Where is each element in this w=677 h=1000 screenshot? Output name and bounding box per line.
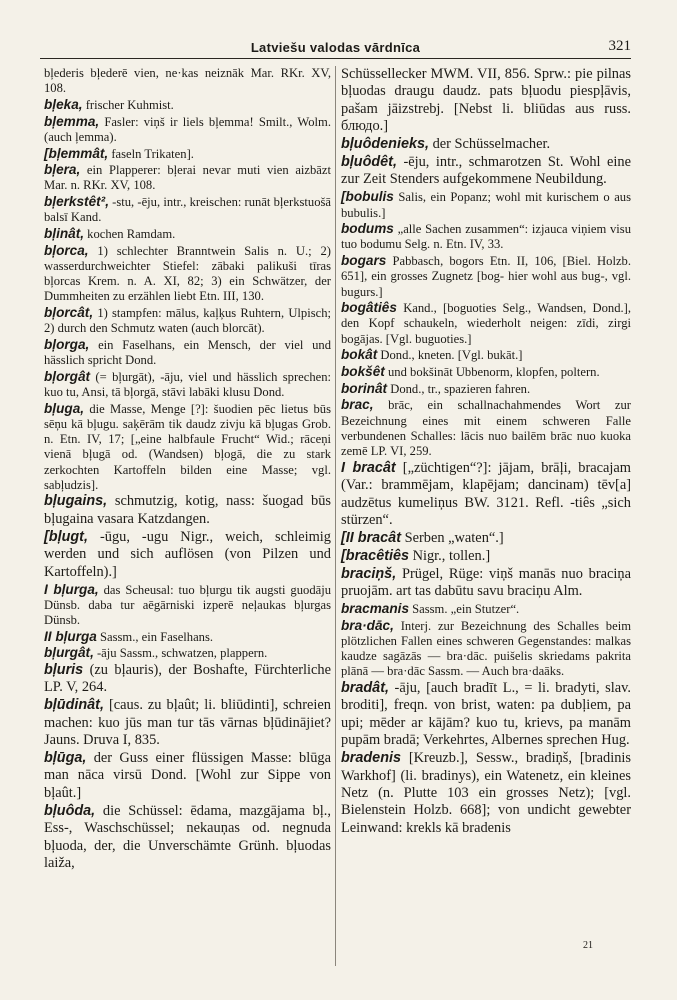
entry-definition: und bokšināt Ubbenorm, klopfen, poltern. — [384, 365, 600, 380]
entry-definition: Interj. zur Bezeichnung des Schalles beim plötzlichen Fallen eines schweren Gegenstandes: malkas kaudze sagāzās — bra·dāc. puišelis skriedams pakrita plānā — bra·dāc Sassm. — Auch bra·daāks. — [341, 618, 631, 679]
dictionary-entry — [341, 154, 631, 189]
page-header — [40, 36, 631, 59]
dictionary-entry — [341, 136, 631, 153]
entry-definition: die Masse, Menge [?]: šuodien pēc lietus būs sēņu kā bļugu. saķērām tik daudz zivju kā bļugas Grob. n. Etn. IV, 17; [„eine halbfaule Frucht“ Wid.; rāceņi vienā bļugā od. (Wandsen) bļogā, die zu stark zerkochten Kartoffeln bilden eine Masse; vgl. sabļudzis]. — [44, 401, 331, 492]
dictionary-entry — [44, 697, 331, 749]
dictionary-entry — [341, 601, 631, 617]
entry-definition: „alle Sachen zusammen“: izjauca viņiem visu tuo bodumu Selg. n. Etn. IV, 33. — [341, 222, 631, 252]
entry-definition: -ūgu, -ugu Nigr., weich, schleimig werden und sich auflösen (von Pilzen und Kartoffeln).] — [44, 528, 331, 580]
dictionary-entry — [44, 369, 331, 400]
entry-definition: faseln Trikaten]. — [108, 146, 194, 161]
entry-definition: der Guss einer flüssigen Masse: blūga man nāca virsū Dond. [Wohl zur Sippe von bļaût.] — [44, 750, 331, 801]
entry-definition: Salis, ein Popanz; wohl mit kurischem o aus bubulis.] — [341, 190, 631, 220]
entry-definition: frischer Kuhmist. — [82, 97, 174, 112]
dictionary-entry — [44, 114, 331, 145]
entry-headword: bracmanis — [341, 601, 410, 617]
entry-headword: [bracêtiês — [341, 547, 409, 564]
dictionary-entry — [341, 66, 631, 136]
entry-headword: bokšêt — [341, 364, 385, 380]
entry-headword: bļorcât, — [44, 305, 94, 321]
page-number: 321 — [608, 38, 631, 54]
entry-definition: Fasler: viņš ir liels bļemma! Smilt., Wolm. (auch ļemma). — [44, 114, 331, 144]
entry-headword: brac, — [341, 397, 374, 413]
entry-headword: bļerkstêt², — [44, 194, 109, 210]
dictionary-entry — [44, 226, 331, 242]
dictionary-entry — [341, 347, 631, 363]
entry-definition: -ēju, intr., schmarotzen St. Wohl eine zur Zeit Stenders aufgekommene Neubildung. — [341, 154, 631, 188]
entry-headword: bokât — [341, 347, 378, 363]
entry-definition: Dond., kneten. [Vgl. bukāt.] — [377, 348, 523, 363]
dictionary-entry — [44, 97, 331, 113]
dictionary-entry — [341, 618, 631, 680]
entry-definition: Schüssellecker MWM. VII, 856. Sprw.: pie pilnas bļuodas draugu daudz. pats bļuodu piespļāvis, pašam jāizstrebj. [Nebst li. bliūdas aus russ. блюдо.] — [341, 66, 631, 135]
dictionary-entry — [44, 803, 331, 873]
entry-definition: kochen Ramdam. — [84, 227, 176, 242]
entry-definition: Dond., tr., spazieren fahren. — [387, 381, 531, 396]
entry-headword: bogars — [341, 253, 387, 269]
entry-headword: bļorga, — [44, 336, 90, 352]
entry-headword: bļurgât, — [44, 645, 94, 661]
entry-definition: -stu, -ēju, intr., kreischen: runāt bļerkstuošā balsī Kand. — [44, 195, 331, 225]
dictionary-entry — [341, 750, 631, 837]
printer-signature: 21 — [583, 940, 593, 951]
entry-definition: Serben „waten“.] — [400, 529, 504, 546]
dictionary-entry — [44, 662, 331, 697]
dictionary-entry — [341, 221, 631, 252]
dictionary-entry — [341, 397, 631, 459]
entry-definition: schmutzig, kotig, nass: šuogad būs bļugaina vasara Katzdangen. — [44, 493, 331, 527]
entry-definition: die Schüssel: ēdama, mazgājama bļ., Ess-, Waschschüssel; nekauņas od. negnuda bļuoda, der, die Unverschämte Grünh. bļuodas laiža, — [44, 802, 331, 871]
dictionary-entry — [44, 337, 331, 368]
entry-headword: bļuôdêt, — [341, 154, 397, 171]
dictionary-entry — [44, 629, 331, 645]
entry-definition: brāc, ein schallnachahmendes Wort zur Bezeichnung eines mit einem schweren Falle verbundenen Schalles: lācis nuo bailēm brāc nuo kuoka zemē LP. VI, 259. — [341, 398, 631, 459]
dictionary-entry — [44, 645, 331, 661]
entry-headword: bļinât, — [44, 226, 85, 242]
entry-definition: das Scheusal: tuo bļurgu tik augsti guodāju Dünsb. daba tur aēgārniski izperē neļaukas bļurgas Dünsb. — [44, 582, 331, 627]
right-column — [341, 66, 631, 838]
entry-headword: bļuôda, — [44, 802, 96, 819]
entry-headword: [bļugt, — [44, 528, 88, 545]
entry-definition: Pabbasch, bogors Etn. II, 106, [Biel. Holzb. 651], ein grosses Zugnetz [bog- hier wohl aus bug-, vgl. bugurs.] — [341, 254, 631, 299]
dictionary-entry — [341, 530, 631, 547]
entry-headword: braciņš, — [341, 565, 397, 582]
entry-definition: 1) stampfen: mālus, kaļķus Ruhtern, Ulpisch; 2) durch den Schmutz waten (auch blorcāt). — [44, 306, 331, 336]
entry-headword: II bļurga — [44, 628, 97, 644]
entry-definition: Kand., [boguoties Selg., Wandsen, Dond.], den Kopf schaukeln, wiederholt neigen: zīdi, zirgi bogājas. [Vgl. buguoties.] — [341, 301, 631, 346]
entry-definition: [caus. zu bļaût; li. bliūdinti], schreien machen: kuo jūs man tur tās vārnas bļūdinājiet? Jauns. Druva I, 835. — [44, 697, 331, 749]
entry-headword: bļorca, — [44, 242, 89, 258]
entry-definition: Sassm., ein Faselhans. — [96, 629, 214, 644]
entry-definition: 1) schlechter Branntwein Salis n. U.; 2) wasserdurchweichter Stiefel: zābaki palikuši tīras bļorcas Krem. n. A. XI, 82; 3) ein Schwätzer, der Dummheiten zu erzählen liebt Etn. III, 130. — [44, 243, 331, 304]
entry-definition: [„züchtigen“?]: jājam, brāļi, bracajam (Var.: brammējam, klapējam; dancinam) tēv[a] audzētus kumeliņus BW. 3121. Refl. -tiês „sich stürzen“. — [341, 459, 631, 529]
dictionary-entry — [341, 680, 631, 750]
dictionary-entry — [44, 66, 331, 96]
entry-definition: -āju, [auch bradīt L., = li. bradyti, slav. broditi], freqn. von brist, waten: pa dubļiem, pa upi; mēder ar kājām? kuo tu, krievs, pa manām pupām bradā; Verkehrtes, Albernes sprechen Hug. — [341, 680, 631, 749]
entry-definition: Sassm. „ein Stutzer“. — [409, 602, 520, 617]
entry-headword: bļūga, — [44, 750, 87, 767]
dictionary-entry — [44, 582, 331, 629]
entry-headword: bļugains, — [44, 493, 108, 510]
entry-headword: I bļurga, — [44, 581, 99, 597]
entry-definition: der Schüsselmacher. — [428, 136, 551, 153]
entry-headword: bogâtiês — [341, 300, 397, 316]
dictionary-entry — [44, 194, 331, 225]
column-divider — [335, 66, 336, 966]
entry-headword: bļūdinât, — [44, 697, 104, 714]
entry-headword: [bobulis — [341, 189, 394, 205]
running-title: Latviešu valodas vārdnīca — [250, 40, 421, 55]
dictionary-entry — [341, 566, 631, 601]
entry-definition: ein Faselhans, ein Mensch, der viel und hässlich spricht Dond. — [44, 337, 331, 368]
entry-definition: Nigr., tollen.] — [409, 547, 491, 564]
dictionary-entry — [44, 750, 331, 802]
dictionary-entry — [341, 548, 631, 565]
entry-headword: borinât — [341, 380, 388, 396]
entry-headword: [bļemmât, — [44, 145, 109, 161]
entry-headword: bļuôdenieks, — [341, 136, 429, 153]
entry-headword: bļera, — [44, 162, 81, 178]
dictionary-entry — [341, 189, 631, 220]
entry-definition: ein Plapperer: bļerai nevar muti vien aizbāzt Mar. n. RKr. XV, 108. — [44, 163, 331, 193]
dictionary-entry — [341, 460, 631, 530]
entry-headword: [II bracât — [341, 529, 401, 546]
entry-headword: bļorgât — [44, 368, 91, 384]
entry-headword: bļuga, — [44, 400, 85, 416]
dictionary-entry — [44, 162, 331, 193]
entry-headword: bļemma, — [44, 113, 100, 129]
entry-definition: (zu bļauris), der Boshafte, Fürchterliche LP. V, 264. — [44, 662, 331, 696]
dictionary-entry — [44, 146, 331, 162]
entry-definition: (= bļurgāt), -āju, viel und hässlich sprechen: kuo tu, Ansi, tā bļorgā, stāvi labāki klusu Dond. — [44, 369, 331, 400]
entry-headword: bradât, — [341, 680, 389, 697]
dictionary-entry — [341, 381, 631, 397]
dictionary-entry — [341, 364, 631, 380]
dictionary-entry — [341, 300, 631, 347]
entry-definition: bļederis bļederē vien, ne·kas neiznāk Mar. RKr. XV, 108. — [44, 66, 331, 96]
dictionary-entry — [44, 401, 331, 493]
dictionary-entry — [44, 243, 331, 305]
entry-headword: bļuris — [44, 662, 84, 679]
dictionary-entry — [44, 493, 331, 528]
entry-headword: bļeka, — [44, 96, 83, 112]
entry-headword: bra·dāc, — [341, 617, 394, 633]
entry-headword: bodums — [341, 221, 394, 237]
entry-headword: I bracât — [341, 459, 396, 476]
dictionary-entry — [341, 253, 631, 300]
dictionary-entry — [44, 529, 331, 581]
dictionary-entry — [44, 305, 331, 336]
entry-headword: bradenis — [341, 750, 401, 767]
entry-definition: [Kreuzb.], Sessw., bradiņš, [bradinis Warkhof] (li. bradinys), ein Watenetz, ein kleines Netz (n. Plutte 103 ein grosses Netz); [vgl. Bielenstein Holzb. 668]; von undicht gewebter Leinwand: krekls kā bradenis — [341, 750, 631, 836]
entry-definition: Prügel, Rüge: viņš manās nuo braciņa pruojām. art tas dabūtu savu braciņu Alm. — [341, 565, 631, 600]
left-column — [44, 66, 331, 873]
entry-definition: -āju Sassm., schwatzen, plappern. — [93, 646, 268, 661]
